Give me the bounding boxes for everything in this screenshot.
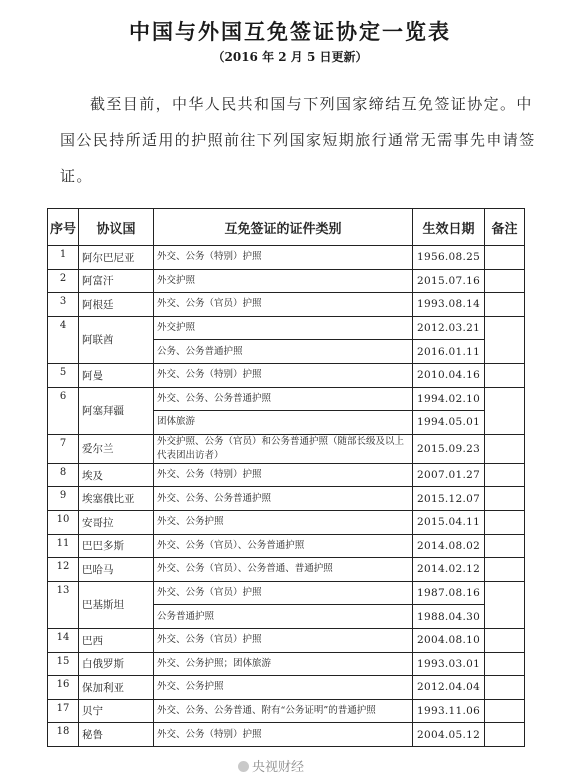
remarks-cell (485, 652, 525, 676)
effective-date-cell: 2014.02.12 (413, 558, 485, 582)
table-row (48, 434, 525, 463)
country-cell: 埃塞俄比亚 (79, 487, 154, 511)
header-doc-type: 互免签证的证件类别 (154, 209, 413, 246)
effective-date-cell: 2004.08.10 (413, 628, 485, 652)
row-number: 18 (48, 723, 79, 747)
row-number: 16 (48, 676, 79, 700)
row-number: 1 (48, 246, 79, 270)
doc-type-cell: 外交、公务护照；团体旅游 (154, 652, 413, 676)
table-row (48, 676, 525, 700)
table-header-row (48, 209, 525, 246)
row-number: 9 (48, 487, 79, 511)
remarks-cell (485, 699, 525, 723)
table-row (48, 628, 525, 652)
doc-type-cell: 外交、公务（官员）护照 (154, 293, 413, 317)
country-cell: 阿曼 (79, 363, 154, 387)
remarks-cell (485, 246, 525, 270)
row-number: 14 (48, 628, 79, 652)
table-body (48, 246, 525, 747)
document-subtitle: （2016 年 2 月 5 日更新） (212, 50, 368, 64)
weibo-logo-icon (238, 761, 249, 772)
row-number: 5 (48, 363, 79, 387)
row-number: 17 (48, 699, 79, 723)
country-cell: 阿联酋 (79, 316, 154, 363)
remarks-cell (485, 723, 525, 747)
doc-type-cell: 公务普通护照 (154, 605, 413, 629)
table-row (48, 246, 525, 270)
country-cell: 秘鲁 (79, 723, 154, 747)
doc-type-cell: 外交、公务护照 (154, 510, 413, 534)
country-cell: 保加利亚 (79, 676, 154, 700)
effective-date-cell: 2012.04.04 (413, 676, 485, 700)
watermark-text: 央视财经 (252, 760, 305, 775)
watermark (238, 756, 304, 775)
remarks-cell (485, 534, 525, 558)
remarks-cell (485, 363, 525, 387)
row-number: 4 (48, 316, 79, 363)
table-row (48, 723, 525, 747)
doc-type-cell: 外交、公务、公务普通护照 (154, 487, 413, 511)
table-row (48, 558, 525, 582)
table-row (48, 487, 525, 511)
row-number: 6 (48, 387, 79, 434)
doc-type-cell: 公务、公务普通护照 (154, 340, 413, 364)
table-row (48, 363, 525, 387)
doc-type-cell: 外交、公务（官员）、公务普通、普通护照 (154, 558, 413, 582)
effective-date-cell: 2015.04.11 (413, 510, 485, 534)
row-number: 10 (48, 510, 79, 534)
effective-date-cell: 2012.03.21 (413, 316, 485, 340)
row-number: 11 (48, 534, 79, 558)
header-no: 序号 (48, 209, 79, 246)
doc-type-cell: 团体旅游 (154, 411, 413, 435)
country-cell: 白俄罗斯 (79, 652, 154, 676)
remarks-cell (485, 434, 525, 463)
table-row (48, 510, 525, 534)
table-row (48, 699, 525, 723)
effective-date-cell: 2015.12.07 (413, 487, 485, 511)
remarks-cell (485, 487, 525, 511)
doc-type-cell: 外交护照 (154, 269, 413, 293)
effective-date-cell: 2004.05.12 (413, 723, 485, 747)
effective-date-cell: 1987.08.16 (413, 581, 485, 605)
remarks-cell (485, 628, 525, 652)
remarks-cell (485, 269, 525, 293)
header-remarks: 备注 (485, 209, 525, 246)
remarks-cell (485, 510, 525, 534)
table-row (48, 463, 525, 487)
doc-type-cell: 外交护照、公务（官员）和公务普通护照（随部长级及以上代表团出访者） (154, 434, 413, 463)
country-cell: 巴基斯坦 (79, 581, 154, 628)
country-cell: 安哥拉 (79, 510, 154, 534)
country-cell: 阿塞拜疆 (79, 387, 154, 434)
country-cell: 巴西 (79, 628, 154, 652)
effective-date-cell: 2014.08.02 (413, 534, 485, 558)
table-row (48, 269, 525, 293)
doc-type-cell: 外交、公务（特别）护照 (154, 723, 413, 747)
row-number: 15 (48, 652, 79, 676)
effective-date-cell: 2015.07.16 (413, 269, 485, 293)
country-cell: 巴哈马 (79, 558, 154, 582)
table-row (48, 293, 525, 317)
row-number: 8 (48, 463, 79, 487)
country-cell: 阿根廷 (79, 293, 154, 317)
doc-type-cell: 外交、公务（特别）护照 (154, 246, 413, 270)
effective-date-cell: 1993.08.14 (413, 293, 485, 317)
visa-agreement-table (47, 208, 525, 747)
header-effective-date: 生效日期 (413, 209, 485, 246)
doc-type-cell: 外交、公务护照 (154, 676, 413, 700)
country-cell: 阿富汗 (79, 269, 154, 293)
doc-type-cell: 外交、公务（官员）护照 (154, 581, 413, 605)
doc-type-cell: 外交、公务（特别）护照 (154, 463, 413, 487)
remarks-cell (485, 558, 525, 582)
doc-type-cell: 外交护照 (154, 316, 413, 340)
doc-type-cell: 外交、公务（特别）护照 (154, 363, 413, 387)
document-title: 中国与外国互免签证协定一览表 (129, 19, 451, 44)
row-number: 13 (48, 581, 79, 628)
country-cell: 巴巴多斯 (79, 534, 154, 558)
remarks-cell (485, 387, 525, 434)
effective-date-cell: 2015.09.23 (413, 434, 485, 463)
doc-type-cell: 外交、公务、公务普通护照 (154, 387, 413, 411)
country-cell: 埃及 (79, 463, 154, 487)
table-row (48, 534, 525, 558)
doc-type-cell: 外交、公务、公务普通、附有“公务证明”的普通护照 (154, 699, 413, 723)
table-row (48, 387, 525, 411)
effective-date-cell: 2010.04.16 (413, 363, 485, 387)
country-cell: 爱尔兰 (79, 434, 154, 463)
table-row (48, 316, 525, 340)
row-number: 2 (48, 269, 79, 293)
remarks-cell (485, 581, 525, 628)
header-country: 协议国 (79, 209, 154, 246)
effective-date-cell: 1993.11.06 (413, 699, 485, 723)
country-cell: 贝宁 (79, 699, 154, 723)
effective-date-cell: 1994.05.01 (413, 411, 485, 435)
row-number: 3 (48, 293, 79, 317)
table-row (48, 652, 525, 676)
effective-date-cell: 1988.04.30 (413, 605, 485, 629)
effective-date-cell: 1994.02.10 (413, 387, 485, 411)
effective-date-cell: 2016.01.11 (413, 340, 485, 364)
table-row (48, 581, 525, 605)
doc-type-cell: 外交、公务（官员）、公务普通护照 (154, 534, 413, 558)
row-number: 7 (48, 434, 79, 463)
effective-date-cell: 1993.03.01 (413, 652, 485, 676)
row-number: 12 (48, 558, 79, 582)
intro-paragraph: 截至目前，中华人民共和国与下列国家缔结互免签证协定。中国公民持所适用的护照前往下列国家短期旅行通常无需事先申请签证。 (60, 95, 536, 185)
remarks-cell (485, 676, 525, 700)
effective-date-cell: 1956.08.25 (413, 246, 485, 270)
remarks-cell (485, 316, 525, 363)
remarks-cell (485, 463, 525, 487)
effective-date-cell: 2007.01.27 (413, 463, 485, 487)
doc-type-cell: 外交、公务（官员）护照 (154, 628, 413, 652)
remarks-cell (485, 293, 525, 317)
country-cell: 阿尔巴尼亚 (79, 246, 154, 270)
